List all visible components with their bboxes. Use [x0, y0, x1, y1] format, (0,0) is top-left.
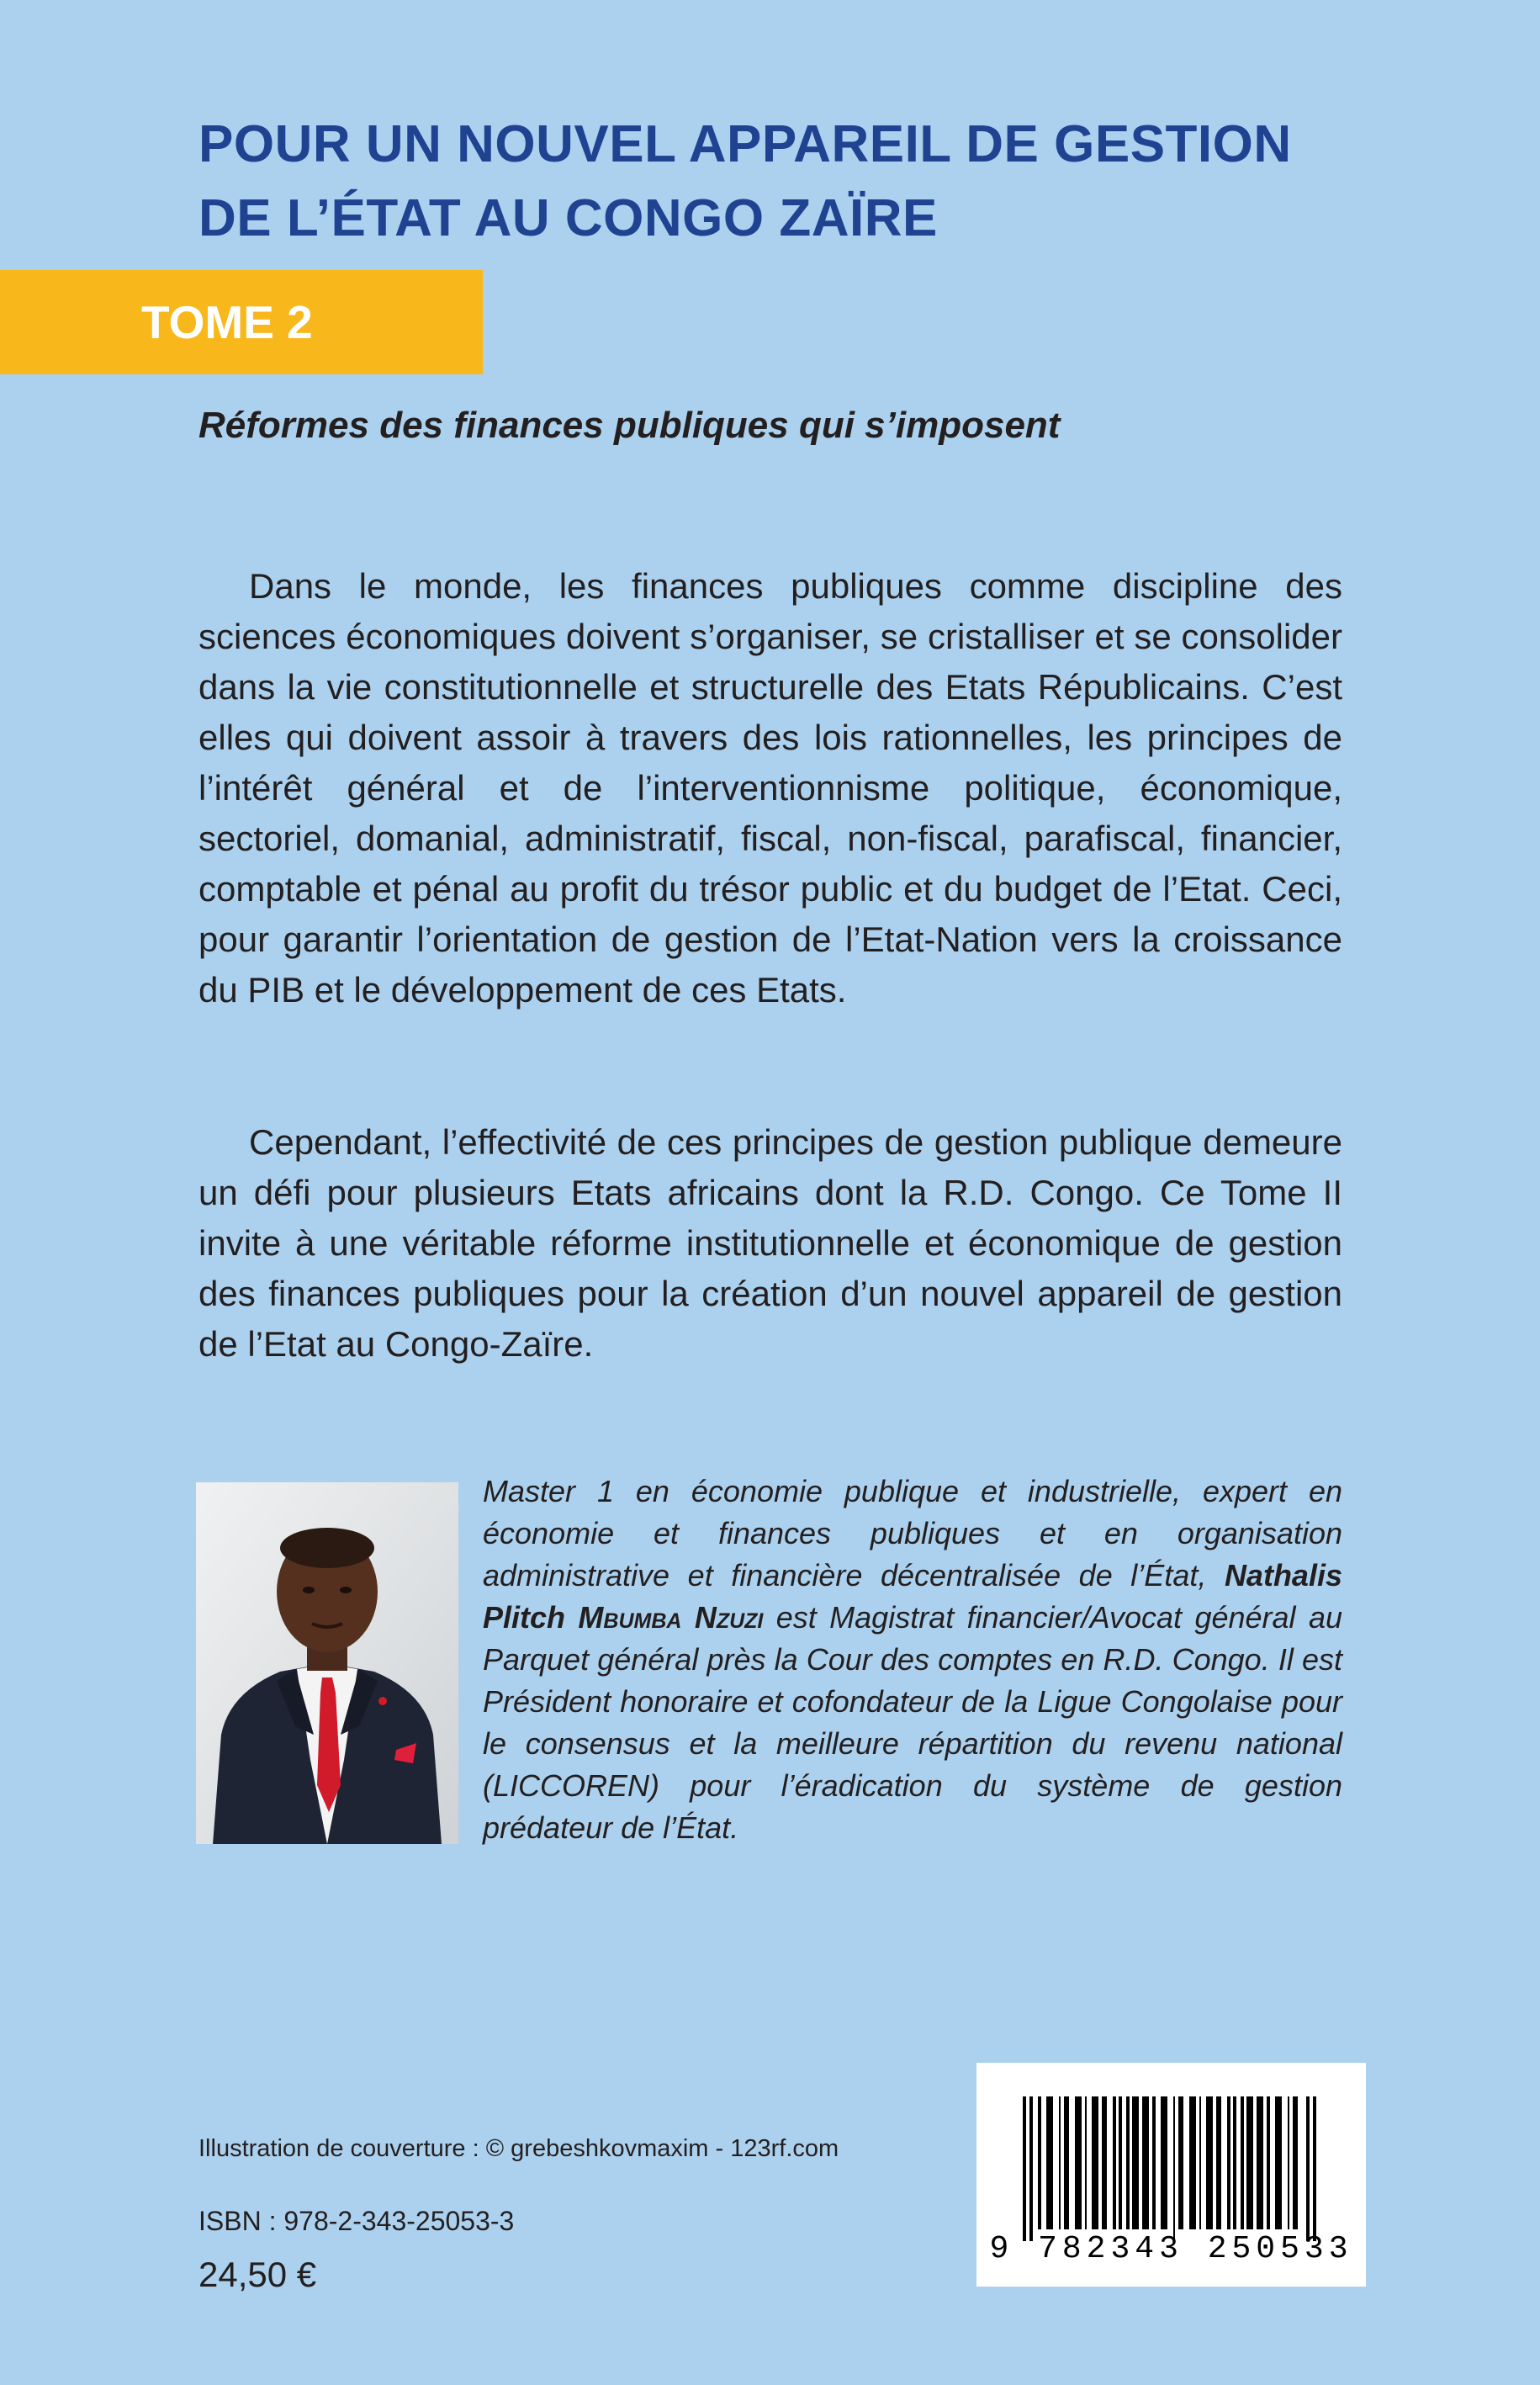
- author-bio: [483, 1471, 1342, 1849]
- barcode-bar: [1046, 2096, 1053, 2229]
- barcode-bar: [1085, 2096, 1087, 2229]
- barcode-bar: [1199, 2096, 1201, 2229]
- barcode-bar: [1233, 2096, 1236, 2229]
- barcode-bar: [1119, 2096, 1122, 2229]
- author-portrait-illustration: [196, 1482, 458, 1844]
- barcode-bar: [1023, 2096, 1026, 2241]
- barcode-bar: [1306, 2096, 1310, 2241]
- barcode-bar: [1257, 2096, 1263, 2229]
- barcode-bar: [1102, 2096, 1107, 2229]
- barcode-bar: [1267, 2096, 1270, 2229]
- author-photo: [196, 1482, 458, 1844]
- author-bio-intro: Master 1 en économie publique et industrielle, expert en économie et finances publiques et en organisation administrative et financière décentralisée de l’État,: [483, 1474, 1342, 1593]
- summary-paragraph-2: Cependant, l’effectivité de ces principes de gestion publique demeure un défi pour plusieurs Etats africains dont la R.D. Congo. Ce Tome II invite à une véritable réforme institutionnelle et économique de gestion des finances publiques pour la création d’un nouvel appareil de gestion de l’Etat au Congo-Zaïre.: [198, 1122, 1342, 1364]
- barcode-bar: [1178, 2096, 1183, 2229]
- barcode-bar: [1227, 2096, 1230, 2229]
- barcode-bar: [1038, 2096, 1041, 2229]
- barcode-bar: [1293, 2096, 1298, 2229]
- barcode-bar: [1092, 2096, 1098, 2229]
- author-name-last: Mbumba Nzuzi: [578, 1600, 764, 1635]
- cover-illustration-credit: Illustration de couverture : © grebeshkovmaxim - 123rf.com: [198, 2135, 839, 2162]
- barcode-bar: [1189, 2096, 1196, 2229]
- book-title: [198, 108, 1393, 256]
- barcode-bar: [1126, 2096, 1130, 2229]
- barcode-bar: [1246, 2096, 1253, 2229]
- book-title-line-1: POUR UN NOUVEL APPAREIL DE GESTION: [198, 115, 1292, 173]
- author-name-first: Nathalis Plitch: [483, 1558, 1342, 1635]
- barcode-bar: [1132, 2096, 1139, 2229]
- barcode-bar: [1152, 2096, 1156, 2229]
- barcode-bar: [1029, 2096, 1033, 2241]
- barcode-bar: [1275, 2096, 1282, 2229]
- barcode-bar: [1241, 2096, 1244, 2229]
- isbn: ISBN : 978-2-343-25053-3: [198, 2206, 515, 2236]
- barcode-bar: [1064, 2096, 1069, 2229]
- barcode-bar: [1142, 2096, 1149, 2229]
- barcode-bar: [1206, 2096, 1213, 2229]
- barcode-bar: [1075, 2096, 1082, 2229]
- tome-band: [0, 270, 483, 374]
- summary-paragraph-1: Dans le monde, les finances publiques comme discipline des sciences économiques doivent s’organiser, se cristalliser et se consolider dans la vie constitutionnelle et structurelle des Etats Républicains. C’est elles qui doivent assoir à travers des lois rationnelles, les principes de l’intérêt général et de l’interventionnisme politique, économique, sectoriel, domanial, administratif, fiscal, non-fiscal, parafiscal, financier, comptable et pénal au profit du trésor public et du budget de l’Etat. Ceci, pour garantir l’orientation de gestion de l’Etat-Nation vers la croissance du PIB et le développement de ces Etats.: [198, 566, 1342, 1010]
- book-subtitle: Réformes des finances publiques qui s’imposent: [198, 405, 1061, 446]
- barcode-bar: [1313, 2096, 1316, 2241]
- tome-label: TOME 2: [141, 296, 313, 348]
- barcode-digits: 9 782343 250533: [989, 2231, 1353, 2267]
- barcode-bar: [1113, 2096, 1116, 2229]
- author-bio-rest: est Magistrat financier/Avocat général au Parquet général près la Cour des comptes en R.D. Congo. Il est Président honoraire et cofondateur de la Ligue Congolaise pour le consensus et la meilleure répartition du revenu national (LICCOREN) pour l’éradication du système de gestion prédateur de l’État.: [483, 1600, 1342, 1845]
- barcode-bar: [1161, 2096, 1167, 2229]
- barcode-bar: [1216, 2096, 1221, 2229]
- price: 24,50 €: [198, 2255, 317, 2294]
- book-title-line-2: DE L’ÉTAT AU CONGO ZAÏRE: [198, 189, 938, 247]
- barcode-bar: [1173, 2096, 1175, 2241]
- barcode-bar: [1059, 2096, 1061, 2229]
- barcode-bar: [1288, 2096, 1289, 2229]
- barcode: [976, 2063, 1366, 2287]
